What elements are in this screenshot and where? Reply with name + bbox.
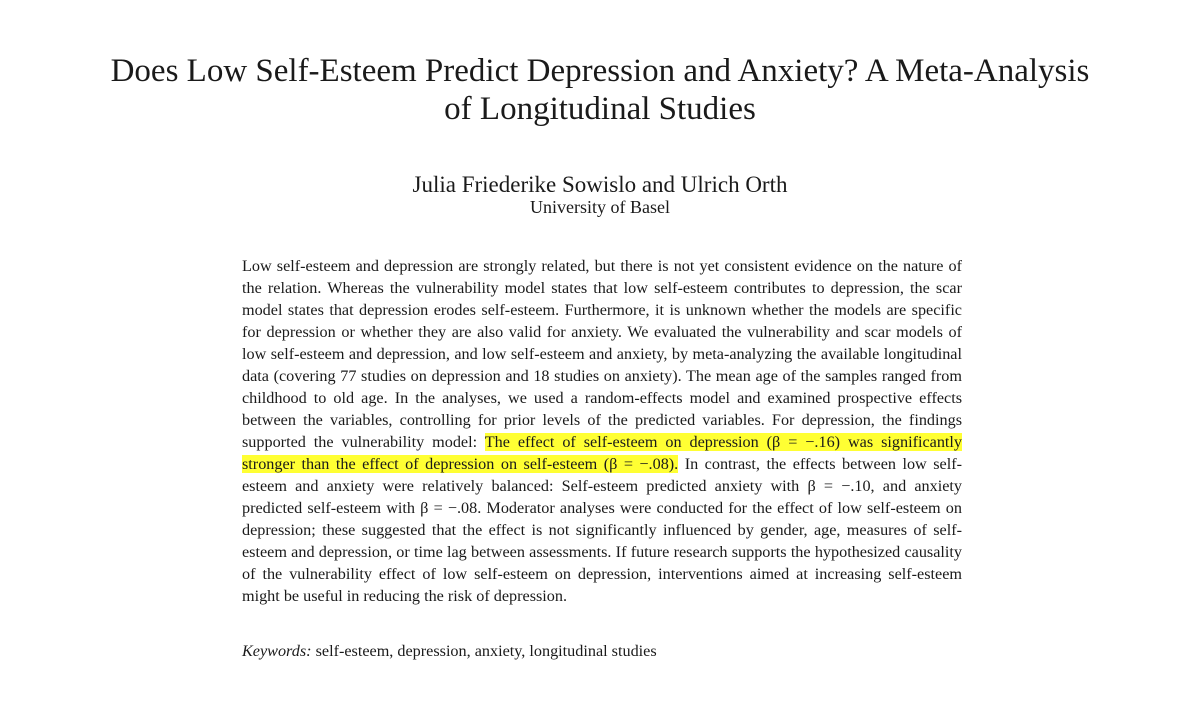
paper-title-line-1: Does Low Self-Esteem Predict Depression and Anxiety? A Meta-Analysis	[110, 53, 1090, 89]
highlighted-text: The effect of self-esteem on depression (β = −.16) was significantly stronger than the effect of depression on self-esteem (β = −.08).	[242, 433, 963, 473]
keywords-line	[242, 640, 962, 662]
abstract-text-before-highlight: Low self-esteem and depression are strongly related, but there is not yet consistent evidence on the nature of the relation. Whereas the vulnerability model states that low self-esteem contributes to depression, the scar model states that depression erodes self-esteem. Furthermore, it is unknown whether the models are specific for depression or whether they are also valid for anxiety. We evaluated the vulnerability and scar models of low self-esteem and depression, and low self-esteem and anxiety, by meta-analyzing the available longitudinal data (covering 77 studies on depression and 18 studies on anxiety). The mean age of the samples ranged from childhood to old age. In the analyses, we used a random-effects model and examined prospective effects between the variables, controlling for prior levels of the predicted variables. For depression, the findings supported the vulnerability model:	[242, 257, 962, 451]
abstract-text-after-highlight: In contrast, the effects between low self-esteem and anxiety were relatively balanced: Self-esteem predicted anxiety with β = −.10, and anxiety predicted self-esteem with β = −.08. Moderator analyses were conducted for the effect of low self-esteem on depression; these suggested that the effect is not significantly influenced by gender, age, measures of self-esteem and depression, or time lag between assessments. If future research supports the hypothesized causality of the vulnerability effect of low self-esteem on depression, interventions aimed at increasing self-esteem might be useful in reducing the risk of depression.	[242, 455, 962, 605]
paper-title-line-2: of Longitudinal Studies	[444, 91, 756, 127]
paper-authors: Julia Friederike Sowislo and Ulrich Orth	[412, 172, 788, 197]
paper-affiliation: University of Basel	[530, 197, 670, 217]
paper-title	[0, 52, 1200, 128]
abstract	[242, 255, 962, 607]
keywords-list: self-esteem, depression, anxiety, longitudinal studies	[311, 642, 657, 660]
keywords-label: Keywords:	[242, 642, 312, 660]
